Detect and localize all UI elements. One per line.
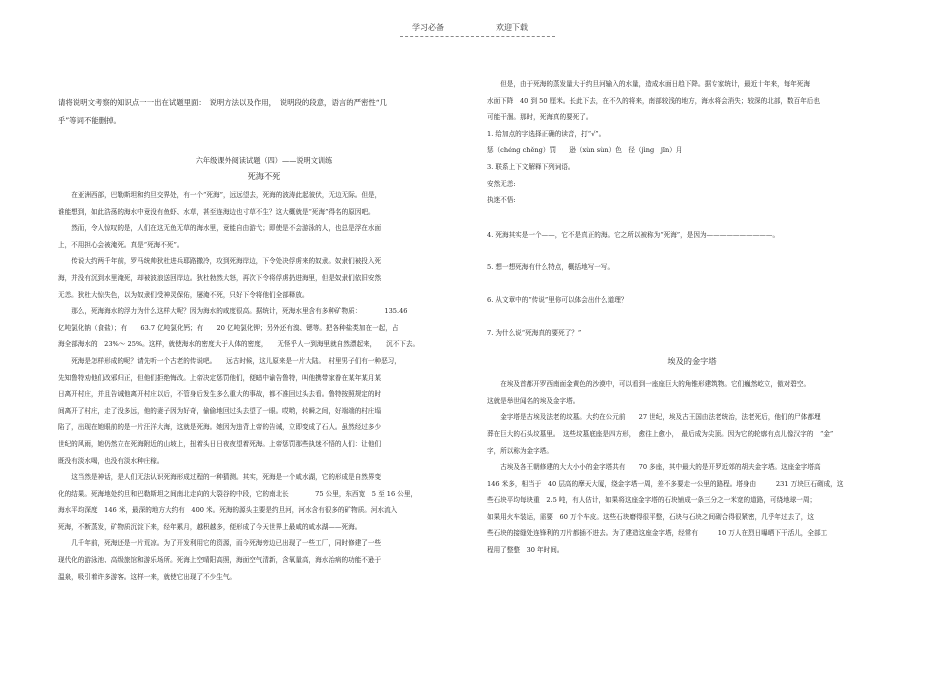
paragraph-line: 那么，死海海水的浮力为什么这样大呢？因为海水的咸度很高。据统计，死海水里含有多种矿物质： 135.46 bbox=[71, 307, 408, 316]
exam-title: 六年级课外阅读试题（四）——说明文训练 bbox=[195, 156, 333, 165]
paragraph-line: 这就是举世闻名的埃及金字塔。 bbox=[487, 396, 580, 405]
paragraph-line: 既没有淡水喝，也没有淡水种庄稼。 bbox=[58, 456, 164, 465]
question-5: 5. 想一想死海有什么特点，概括地写一写。 bbox=[487, 263, 615, 272]
paragraph-line: 字，所以称为金字塔。 bbox=[487, 446, 553, 455]
paragraph-line: 然而，令人惊叹的是，人们在这无鱼无草的海水里，竟能自由游弋；即使是不会游泳的人，也总是浮在水面 bbox=[71, 224, 382, 233]
article-title: 埃及的金字塔 bbox=[667, 356, 717, 367]
paragraph-line: 传说大约两千年前，罗马统帅狄杜进兵耶路撒冷，攻到死海岸边，下令处决俘虏来的奴隶。奴隶们被投入死 bbox=[71, 257, 382, 266]
right-column bbox=[487, 76, 897, 559]
paragraph-line: 无恙。狄杜大惊失色，以为奴隶们受神灵保佑，屡淹不死，只好下令将他们全部释放。 bbox=[58, 290, 309, 299]
question-3: 3. 联系上下文解释下列词语。 bbox=[487, 162, 575, 171]
header-left-text: 学习必备 bbox=[412, 23, 444, 32]
paragraph-line: 陷了，出现在她眼前的是一片汪洋大海，这就是死海。她因为违背上帝的告诫，立即变成了石人。虽然经过多少 bbox=[58, 423, 382, 432]
paragraph-line: 些石块平均每块重 2.5 吨，有人估计，如果将这座金字塔的石块铺成一条三分之一米宽的道路，可绕地球一周； bbox=[487, 496, 817, 505]
paragraph-line: 亿吨氯化钠（食盐）；有 63.7 亿吨氯化钙；有 20 亿吨氯化钾；另外还有溴、锶等。把各种盐类加在一起，占 bbox=[58, 323, 399, 332]
paragraph-line: 海，并没有沉到水里淹死，却被波浪送回岸边。狄杜勃然大怒，再次下令将俘虏扔进海里，但是奴隶们依旧安然 bbox=[58, 273, 382, 282]
paragraph-line: 些石块的接缝处连锋利的刀片都插不进去。为了建造这座金字塔，经常有 10 万人在烈日曝晒下干活儿，全部工 bbox=[487, 529, 828, 538]
question-4: 4. 死海其实是一个——，它不是真正的海。它之所以被称为“死海”，是因为——————————。 bbox=[487, 230, 780, 239]
question-7: 7. 为什么说“死海真的要死了？” bbox=[487, 328, 582, 337]
paragraph-line: 死海，不断蒸发，矿物质沉淀下来，经年累月，越积越多，便形成了今天世界上最咸的咸水湖——死海。 bbox=[58, 522, 362, 531]
paragraph-line: 可能干涸。那时，死海真的要死了。 bbox=[487, 113, 593, 122]
left-column bbox=[58, 94, 470, 585]
paragraph-line: 在埃及首都开罗西南面金黄色的沙漠中，可以看到一座座巨大的角锥形建筑物。它们巍然屹立，傲对碧空。 bbox=[500, 380, 811, 389]
paragraph-line: 日离开村庄，并且告诫他离开村庄以后，不管身后发生多么重大的事故，都不准回过头去看。鲁特按照规定的时 bbox=[58, 390, 382, 399]
paragraph-line: 程用了整整 30 年时间。 bbox=[487, 546, 564, 555]
paragraph-line: 间离开了村庄，走了没多远，他的妻子因为好奇，偷偷地回过头去望了一眼。哎哟，转瞬之间，好端端的村庄塌 bbox=[58, 406, 382, 415]
paragraph-line: 谁能想到，如此浩荡的海水中竟没有鱼虾、水草，甚至连海边也寸草不生？这大概就是“死海”得名的原因吧。 bbox=[58, 207, 375, 216]
question-6: 6. 从文章中的“传说”里你可以体会出什么道理？ bbox=[487, 295, 628, 304]
paragraph-line: 金字塔是古埃及法老的坟墓。大约在公元前 27 世纪，埃及古王国由法老统治，法老死后，他们的尸体都埋 bbox=[500, 413, 821, 422]
header-rule bbox=[400, 36, 555, 37]
paragraph-line: 海全部海水的 23%～ 25%。这样，就使海水的密度大于人体的密度， 无怪乎人一到海里就自然漂起来， 沉不下去。 bbox=[58, 340, 420, 349]
article-title: 死海不死 bbox=[247, 171, 281, 181]
paragraph-line: 如果用火车装运，需要 60 万个车皮。这些石块磨得很平整，石块与石块之间砌合得很紧密，几乎年过去了，这 bbox=[487, 512, 814, 521]
paragraph-line: 146 米多，相当于 40 层高的摩天大厦，绕金字塔一周，差不多要走一公里的路程。塔身由 231 万块巨石砌成，这 bbox=[487, 479, 844, 488]
paragraph-line: 古埃及各王朝修建的大大小小的金字塔共有 70 多座，其中最大的是开罗近郊的胡夫金字塔。这座金字塔高 bbox=[500, 463, 821, 472]
instruction-line: 乎”等词不能删掉。 bbox=[58, 116, 121, 125]
paragraph-line: 死海是怎样形成的呢？请先听一个古老的传说吧。 远古时候，这儿原来是一片大陆。 村里男子们有一种恶习， bbox=[71, 356, 401, 365]
term-2: 执迷不悟: bbox=[487, 196, 516, 205]
paragraph-line: 温泉，吸引着许多游客。这样一来，就使它出现了不少生气。 bbox=[58, 572, 237, 581]
paragraph-line: 葬在巨大的石头坟墓里。 这些坟墓底座是四方形， 愈往上愈小， 最后成为尖顶。因为它的轮廓有点儿像汉字的 “金” bbox=[487, 429, 834, 438]
paragraph-line: 几千年前，死海还是一片荒凉。为了开发利用它的资源，而今死海旁边已出现了一些工厂，同时修建了一些 bbox=[71, 539, 382, 548]
paragraph-line: 海水平均深度 146 米，最深的地方大约有 400 米。死海的源头主要是约旦河，河水含有很多的矿物质。河水流入 bbox=[58, 506, 398, 515]
paragraph-line: 上，不用担心会被淹死。真是“死海不死”。 bbox=[58, 240, 184, 249]
paragraph-line: 水面下降 40 到 50 厘米。长此下去，在不久的将来，南部较浅的地方，海水将会消失；较深的北部，数百年后也 bbox=[487, 96, 820, 105]
paragraph-line: 先知鲁特劝他们改邪归正，但他们拒绝悔改。上帝决定惩罚他们，便暗中谕告鲁特，叫他携带家眷在某年某月某 bbox=[58, 373, 382, 382]
header-right-text: 欢迎下载 bbox=[496, 23, 528, 32]
paragraph-line: 在亚洲西部，巴勒斯坦和约旦交界处，有一个“死海”，远远望去，死海的波涛此起彼伏，无边无际。但是， bbox=[71, 191, 382, 199]
paragraph-line: 世纪的风雨，她仍然立在死海附近的山坡上，扭着头日日夜夜望着死海。上帝惩罚那些执迷不悟的人们：让他们 bbox=[58, 439, 382, 448]
paragraph-line: 现代化的游泳池、高级旅馆和游乐场所。死海上空晴阳高照，海面空气清新，含氧量高，海水治病的功能不逊于 bbox=[58, 556, 382, 565]
paragraph-line: 化的结果。死海地处约旦和巴勒斯坦之间南北走向的大裂谷的中段，它的南北长 75 公里，东西宽 5 至 16 公里， bbox=[58, 489, 418, 498]
pinyin-options: 惩（chéng chěng）罚 逊（xùn sùn）色 径（jìng jīn）月 bbox=[487, 146, 683, 155]
paragraph-line: 这当然是神话，是人们无法认识死海形成过程的一种猜测。其实，死海是一个咸水湖，它的形成是自然界变 bbox=[71, 473, 382, 482]
instruction-note bbox=[58, 94, 470, 130]
instruction-line: 请将说明文考察的知识点一一出在试题里面： 说明方法以及作用， 说明段的段意，语言的严密性“几 bbox=[58, 98, 387, 107]
term-1: 安然无恙: bbox=[487, 179, 516, 188]
question-1: 1. 给加点的字选择正确的读音，打“√”。 bbox=[487, 129, 606, 138]
paragraph-line: 但是，由于死海的蒸发量大于约旦河输入的水量，造成水面日趋下降。据专家统计，最近十年来，每年死海 bbox=[500, 80, 811, 88]
